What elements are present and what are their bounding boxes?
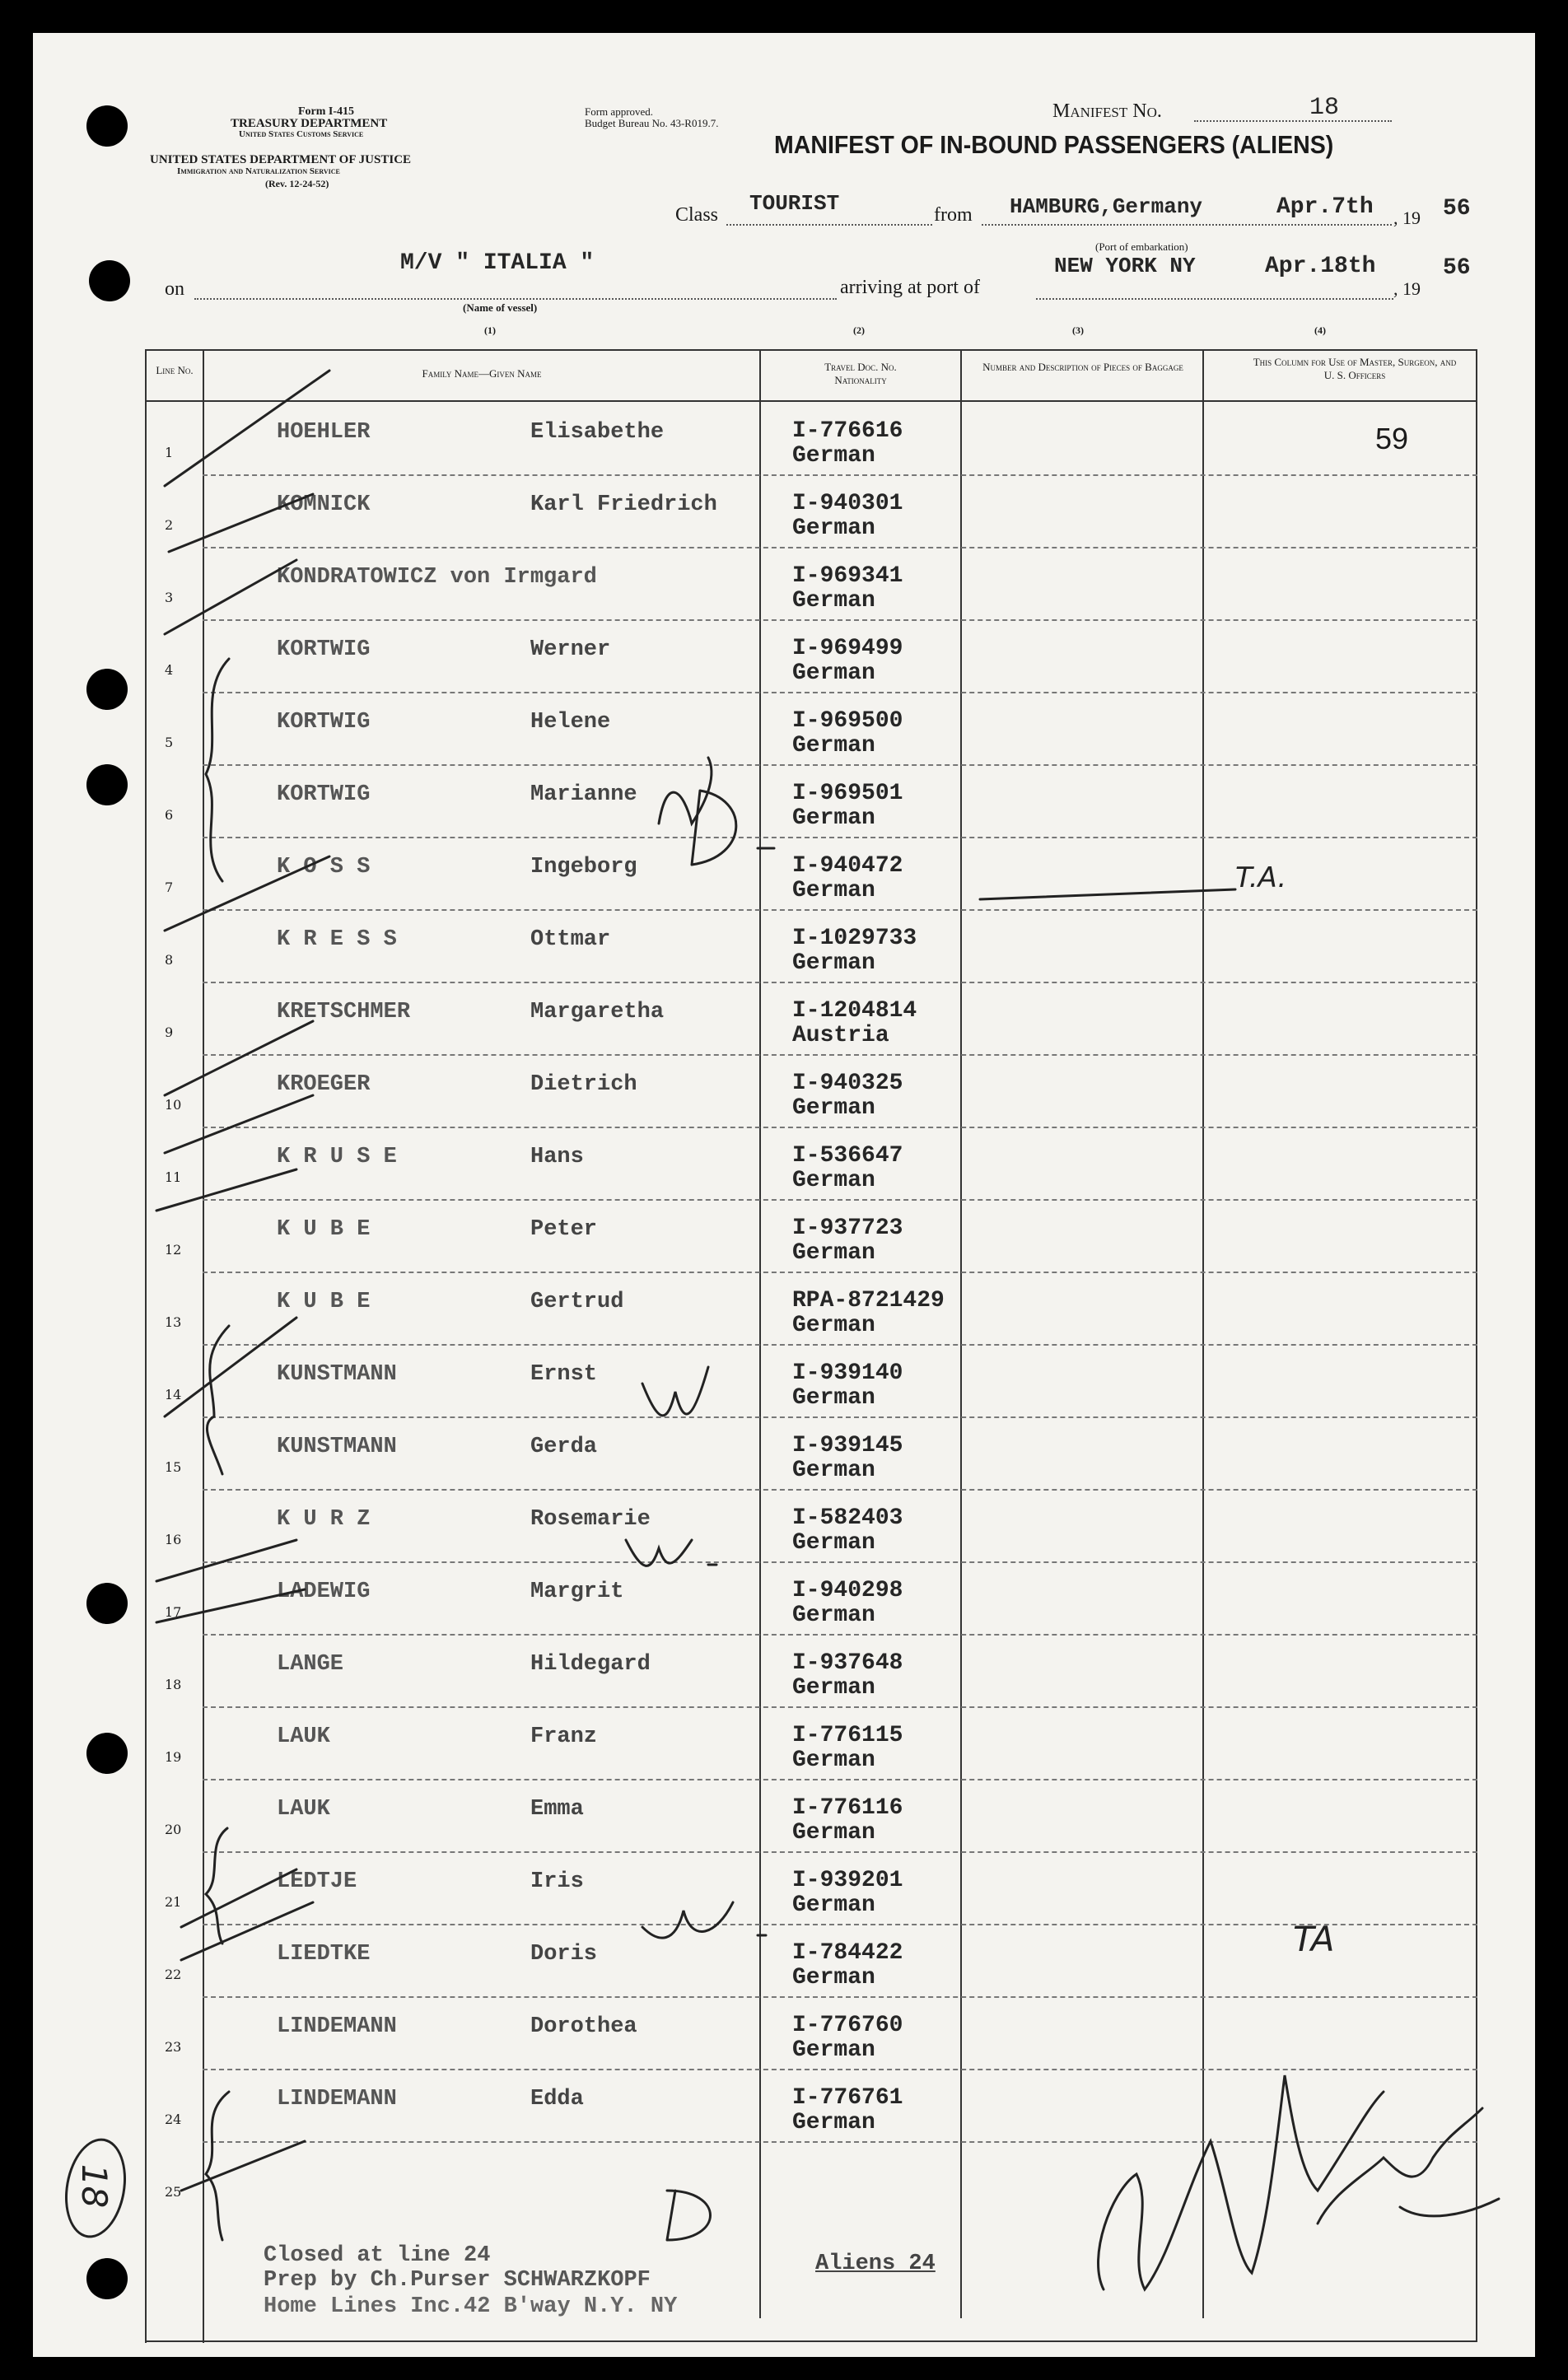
given-name: Helene: [530, 710, 611, 735]
family-name: KROEGER: [277, 1072, 371, 1097]
line-number: 19: [165, 1749, 182, 1765]
nationality: German: [792, 2110, 875, 2135]
line-number: 24: [165, 2112, 182, 2127]
port-embark-label: (Port of embarkation): [1095, 240, 1188, 253]
family-name: LANGE: [277, 1652, 344, 1677]
nationality: German: [792, 588, 875, 614]
family-name: K U B E: [277, 1217, 371, 1242]
line-number: 16: [165, 1532, 182, 1547]
col-header-name: Family Name—Given Name: [422, 367, 542, 380]
table-row: [33, 983, 1477, 1056]
line-number: 2: [165, 517, 174, 533]
table-row: [33, 621, 1477, 693]
from-value: HAMBURG,Germany: [1010, 194, 1203, 219]
nationality: German: [792, 1603, 875, 1628]
family-name: LIEDTKE: [277, 1942, 371, 1967]
line-number: 21: [165, 1894, 182, 1910]
travel-doc-no: I-969341: [792, 563, 903, 589]
nationality: German: [792, 516, 875, 541]
table-row: [33, 1128, 1477, 1201]
aliens-total: Aliens 24: [815, 2252, 936, 2276]
table-row: [33, 766, 1477, 838]
ta-mark: T.A.: [1235, 861, 1287, 894]
line-number: 3: [165, 590, 174, 605]
home-lines: Home Lines Inc.42 B'way N.Y. NY: [264, 2294, 678, 2319]
form-approved: Form approved.: [585, 105, 654, 118]
line-number: 9: [165, 1024, 174, 1040]
given-name: Gertrud: [530, 1290, 624, 1314]
given-name: Hans: [530, 1145, 584, 1169]
line-number: 18: [165, 1677, 182, 1692]
table-row: [33, 1201, 1477, 1273]
circled-number-text: 18: [74, 2163, 115, 2209]
line-number: 23: [165, 2039, 182, 2055]
table-row: [33, 2143, 1477, 2215]
manifest-title: MANIFEST OF IN-BOUND PASSENGERS (ALIENS): [774, 130, 1334, 159]
family-name: LINDEMANN: [277, 2014, 397, 2039]
family-name: LAUK: [277, 1797, 330, 1822]
nationality: German: [792, 1458, 875, 1483]
travel-doc-no: I-939145: [792, 1433, 903, 1458]
closed-at-line: Closed at line 24: [264, 2243, 491, 2268]
family-name: K R E S S: [277, 927, 397, 952]
revision-date: (Rev. 12-24-52): [265, 178, 329, 189]
year-prefix: , 19: [1393, 278, 1421, 299]
col-header-line: Line No.: [156, 364, 194, 376]
given-name: Doris: [530, 1942, 598, 1967]
travel-doc-no: I-776116: [792, 1795, 903, 1821]
nationality: German: [792, 878, 875, 903]
given-name: Rosemarie: [530, 1507, 651, 1532]
travel-doc-no: I-939140: [792, 1360, 903, 1386]
table-row: [33, 1273, 1477, 1346]
family-name: KORTWIG: [277, 710, 371, 735]
line-number: 17: [165, 1604, 182, 1620]
table-row: [33, 476, 1477, 548]
vessel-label: (Name of vessel): [463, 301, 538, 314]
manifest-page: [33, 33, 1535, 2357]
arrival-date: Apr.18th: [1265, 254, 1376, 279]
family-name: KORTWIG: [277, 782, 371, 807]
family-name: LADEWIG: [277, 1580, 371, 1604]
travel-doc-no: I-940472: [792, 853, 903, 879]
dotted-line: [1036, 298, 1393, 300]
col-header-travel-doc: Travel Doc. No. Nationality: [824, 361, 897, 386]
on-label: on: [165, 278, 184, 300]
travel-doc-no: RPA-8721429: [792, 1288, 945, 1314]
class-value: TOURIST: [749, 191, 840, 216]
family-name: KUNSTMANN: [277, 1362, 397, 1387]
family-name: KOMNICK: [277, 492, 371, 517]
dotted-line: [726, 224, 932, 226]
line-number: 15: [165, 1459, 182, 1475]
given-name: Dorothea: [530, 2014, 637, 2039]
nationality: German: [792, 660, 875, 686]
dotted-line: [982, 224, 1392, 226]
travel-doc-no: I-776616: [792, 418, 903, 444]
class-label: Class: [675, 204, 719, 226]
treasury-dept: TREASURY DEPARTMENT: [231, 117, 388, 130]
form-number: Form I-415: [298, 105, 355, 118]
given-name: Marianne: [530, 782, 637, 807]
line-number: 20: [165, 1822, 182, 1837]
travel-doc-no: I-937723: [792, 1216, 903, 1241]
travel-doc-no: I-776760: [792, 2013, 903, 2038]
travel-doc-no: I-784422: [792, 1940, 903, 1966]
header-bottom-line: [145, 400, 1477, 402]
nationality: German: [792, 1240, 875, 1266]
nationality: German: [792, 1313, 875, 1338]
col-number-2: (2): [853, 324, 865, 336]
customs-service: United States Customs Service: [239, 129, 364, 139]
travel-doc-no: I-939201: [792, 1868, 903, 1893]
nationality: German: [792, 1748, 875, 1773]
from-label: from: [934, 204, 973, 226]
family-name: K U B E: [277, 1290, 371, 1314]
table-row: [33, 1925, 1477, 1998]
travel-doc-no: I-969499: [792, 636, 903, 661]
col-header-baggage: Number and Description of Pieces of Baggage: [982, 361, 1183, 373]
nationality: Austria: [792, 1023, 889, 1048]
depart-date: Apr.7th: [1276, 194, 1374, 220]
year-prefix: , 19: [1393, 208, 1421, 228]
line-number: 11: [165, 1169, 182, 1185]
given-name: Peter: [530, 1217, 598, 1242]
given-name: Gerda: [530, 1435, 598, 1459]
travel-doc-no: I-776115: [792, 1723, 903, 1748]
manifest-no-label: Manifest No.: [1052, 100, 1162, 122]
nationality: German: [792, 1095, 875, 1121]
given-name: Ernst: [530, 1362, 598, 1387]
table-row: [33, 1056, 1477, 1128]
punch-hole: [86, 2258, 128, 2299]
col-header-officers: This Column for Use of Master, Surgeon, and U. S. Officers: [1253, 356, 1457, 381]
arriving-label: arriving at port of: [840, 277, 980, 298]
punch-hole: [86, 105, 128, 147]
line-number: 5: [165, 735, 174, 750]
given-name: Elisabethe: [530, 420, 665, 445]
line-number: 7: [165, 880, 174, 895]
given-name: Margrit: [530, 1580, 624, 1604]
justice-dept: UNITED STATES DEPARTMENT OF JUSTICE: [150, 153, 412, 166]
travel-doc-no: I-582403: [792, 1505, 903, 1531]
budget-bureau: Budget Bureau No. 43-R019.7.: [585, 117, 719, 129]
nationality: German: [792, 1530, 875, 1556]
travel-doc-no: I-1204814: [792, 998, 917, 1024]
line-number: 10: [165, 1097, 182, 1113]
col-number-3: (3): [1072, 324, 1084, 336]
family-name: K U R Z: [277, 1507, 371, 1532]
nationality: German: [792, 733, 875, 758]
depart-year: 56: [1443, 196, 1471, 222]
prep-by: Prep by Ch.Purser SCHWARZKOPF: [264, 2268, 651, 2293]
table-row: [33, 1998, 1477, 2070]
family-name: K O S S: [277, 855, 371, 880]
dotted-line: [1194, 120, 1392, 122]
arrival-year: 56: [1443, 255, 1471, 281]
given-name: Emma: [530, 1797, 584, 1822]
family-name: KORTWIG: [277, 637, 371, 662]
family-name: LEDTJE: [277, 1869, 357, 1894]
table-row: [33, 1708, 1477, 1780]
family-name: KUNSTMANN: [277, 1435, 397, 1459]
travel-doc-no: I-940298: [792, 1578, 903, 1603]
given-name: Hildegard: [530, 1652, 651, 1677]
table-row: [33, 548, 1477, 621]
table-row: [33, 1418, 1477, 1491]
line-number: 1: [165, 445, 174, 460]
line-number: 14: [165, 1387, 182, 1402]
nationality: German: [792, 805, 875, 831]
col-number-4: (4): [1314, 324, 1326, 336]
nationality: German: [792, 1168, 875, 1193]
given-name: Iris: [530, 1869, 584, 1894]
line-number: 4: [165, 662, 174, 678]
given-name: Karl Friedrich: [530, 492, 717, 517]
family-name: LAUK: [277, 1724, 330, 1749]
travel-doc-no: I-776761: [792, 2085, 903, 2111]
punch-hole: [89, 260, 130, 301]
nationality: German: [792, 1675, 875, 1701]
given-name: Dietrich: [530, 1072, 637, 1097]
line-number: 6: [165, 807, 174, 823]
family-name: K R U S E: [277, 1145, 397, 1169]
travel-doc-no: I-536647: [792, 1143, 903, 1169]
ta-mark: TA: [1293, 1919, 1335, 1959]
col-number-1: (1): [484, 324, 496, 336]
manifest-no-value: 18: [1309, 94, 1340, 122]
given-name: Werner: [530, 637, 611, 662]
travel-doc-no: I-940325: [792, 1071, 903, 1096]
table-row: [33, 1491, 1477, 1563]
family-name: LINDEMANN: [277, 2087, 397, 2112]
given-name: Ingeborg: [530, 855, 637, 880]
table-row: [33, 1780, 1477, 1853]
given-name: Margaretha: [530, 1000, 665, 1024]
nationality: German: [792, 2037, 875, 2063]
travel-doc-no: I-969500: [792, 708, 903, 734]
officer-number-59: 59: [1375, 422, 1409, 455]
table-row: [33, 1636, 1477, 1708]
travel-doc-no: I-940301: [792, 491, 903, 516]
dotted-line: [194, 298, 837, 300]
table-row: [33, 1563, 1477, 1636]
nationality: German: [792, 950, 875, 976]
table-row: [33, 1853, 1477, 1925]
family-name: HOEHLER: [277, 420, 371, 445]
family-name: KRETSCHMER: [277, 1000, 411, 1024]
line-number: 13: [165, 1314, 182, 1330]
given-name: Edda: [530, 2087, 584, 2112]
line-number: 22: [165, 1967, 182, 1982]
table-row: [33, 911, 1477, 983]
line-number: 25: [165, 2184, 182, 2200]
nationality: German: [792, 1965, 875, 1990]
given-name: Ottmar: [530, 927, 611, 952]
family-name: KONDRATOWICZ von Irmgard: [277, 565, 597, 590]
travel-doc-no: I-969501: [792, 781, 903, 806]
table-row: [33, 693, 1477, 766]
nationality: German: [792, 1385, 875, 1411]
table-row: [33, 1346, 1477, 1418]
travel-doc-no: I-937648: [792, 1650, 903, 1676]
ins-service: Immigration and Naturalization Service: [177, 166, 340, 176]
given-name: Franz: [530, 1724, 598, 1749]
vessel-name: M/V " ITALIA ": [400, 250, 595, 276]
line-number: 12: [165, 1242, 182, 1258]
line-number: 8: [165, 952, 174, 968]
arrival-port: NEW YORK NY: [1054, 254, 1196, 278]
table-row: [33, 2070, 1477, 2143]
nationality: German: [792, 443, 875, 469]
nationality: German: [792, 1820, 875, 1846]
table-row: [33, 404, 1477, 476]
nationality: German: [792, 1892, 875, 1918]
travel-doc-no: I-1029733: [792, 926, 917, 951]
